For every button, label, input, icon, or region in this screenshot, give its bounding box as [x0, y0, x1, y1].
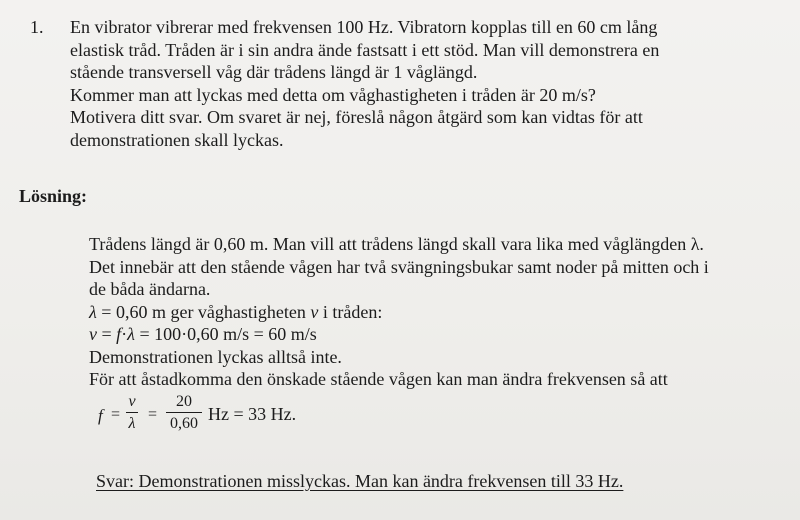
velocity-result: = 100·0,60 m/s = 60 m/s	[134, 324, 317, 344]
problem-line: elastisk tråd. Tråden är i sin andra ände fastsatt i ett stöd. Man vill demonstrera en	[70, 39, 660, 60]
lambda-text: = 0,60 m ger våghastigheten	[96, 301, 311, 322]
solution-heading: Lösning:	[19, 186, 88, 206]
solution-line: Demonstrationen lyckas alltså inte.	[89, 346, 342, 367]
problem-line: demonstrationen skall lyckas.	[70, 129, 284, 150]
v-symbol: v	[310, 301, 319, 322]
f-symbol: f	[116, 324, 122, 344]
v-symbol: v	[89, 324, 97, 344]
fraction-denominator: 0,60	[170, 414, 198, 432]
fraction-v-over-lambda	[126, 393, 138, 433]
problem-statement	[30, 16, 780, 151]
lambda-symbol: λ	[89, 301, 97, 322]
fraction-numerator: v	[128, 392, 136, 410]
lambda-symbol: λ	[127, 324, 135, 344]
solution-line-lambda	[89, 301, 794, 324]
solution-line: Trådens längd är 0,60 m. Man vill att trådens längd skall vara lika med våglängden λ.	[89, 234, 704, 254]
frequency-formula	[89, 393, 794, 441]
equals-sign: =	[97, 324, 117, 344]
fraction-denominator: λ	[128, 414, 136, 432]
problem-body	[70, 16, 780, 151]
dot-operator: ·	[121, 324, 128, 344]
formula-equals-2: =	[148, 405, 158, 423]
solution-line: Det innebär att den stående vågen har två svängningsbukar samt noder på mitten och i	[89, 256, 709, 277]
answer-line: Svar: Demonstrationen misslyckas. Man kan ändra frekvensen till 33 Hz.	[96, 471, 624, 491]
formula-f: f	[98, 405, 103, 425]
formula-result: Hz = 33 Hz.	[208, 403, 297, 424]
solution-line: För att åstadkomma den önskade stående vågen kan man ändra frekvensen så att	[89, 369, 668, 389]
problem-line: En vibrator vibrerar med frekvensen 100 Hz. Vibratorn kopplas till en 60 cm lång	[70, 17, 658, 37]
fraction-numerator: 20	[176, 392, 192, 410]
solution-line-velocity	[89, 323, 794, 346]
fraction-bar	[126, 412, 138, 413]
formula-equals-1: =	[111, 405, 121, 423]
fraction-20-over-060	[166, 393, 202, 433]
problem-number: 1.	[30, 17, 44, 37]
problem-line: Kommer man att lyckas med detta om våghastigheten i tråden är 20 m/s?	[70, 84, 596, 105]
fraction-bar	[166, 412, 202, 413]
solution-body	[89, 233, 794, 441]
solution-line: de båda ändarna.	[89, 279, 211, 299]
problem-line: stående transversell våg där trådens längd är 1 våglängd.	[70, 62, 478, 82]
problem-line: Motivera ditt svar. Om svaret är nej, föreslå någon åtgärd som kan vidtas för att	[70, 107, 643, 127]
lambda-tail: i tråden:	[318, 301, 383, 322]
